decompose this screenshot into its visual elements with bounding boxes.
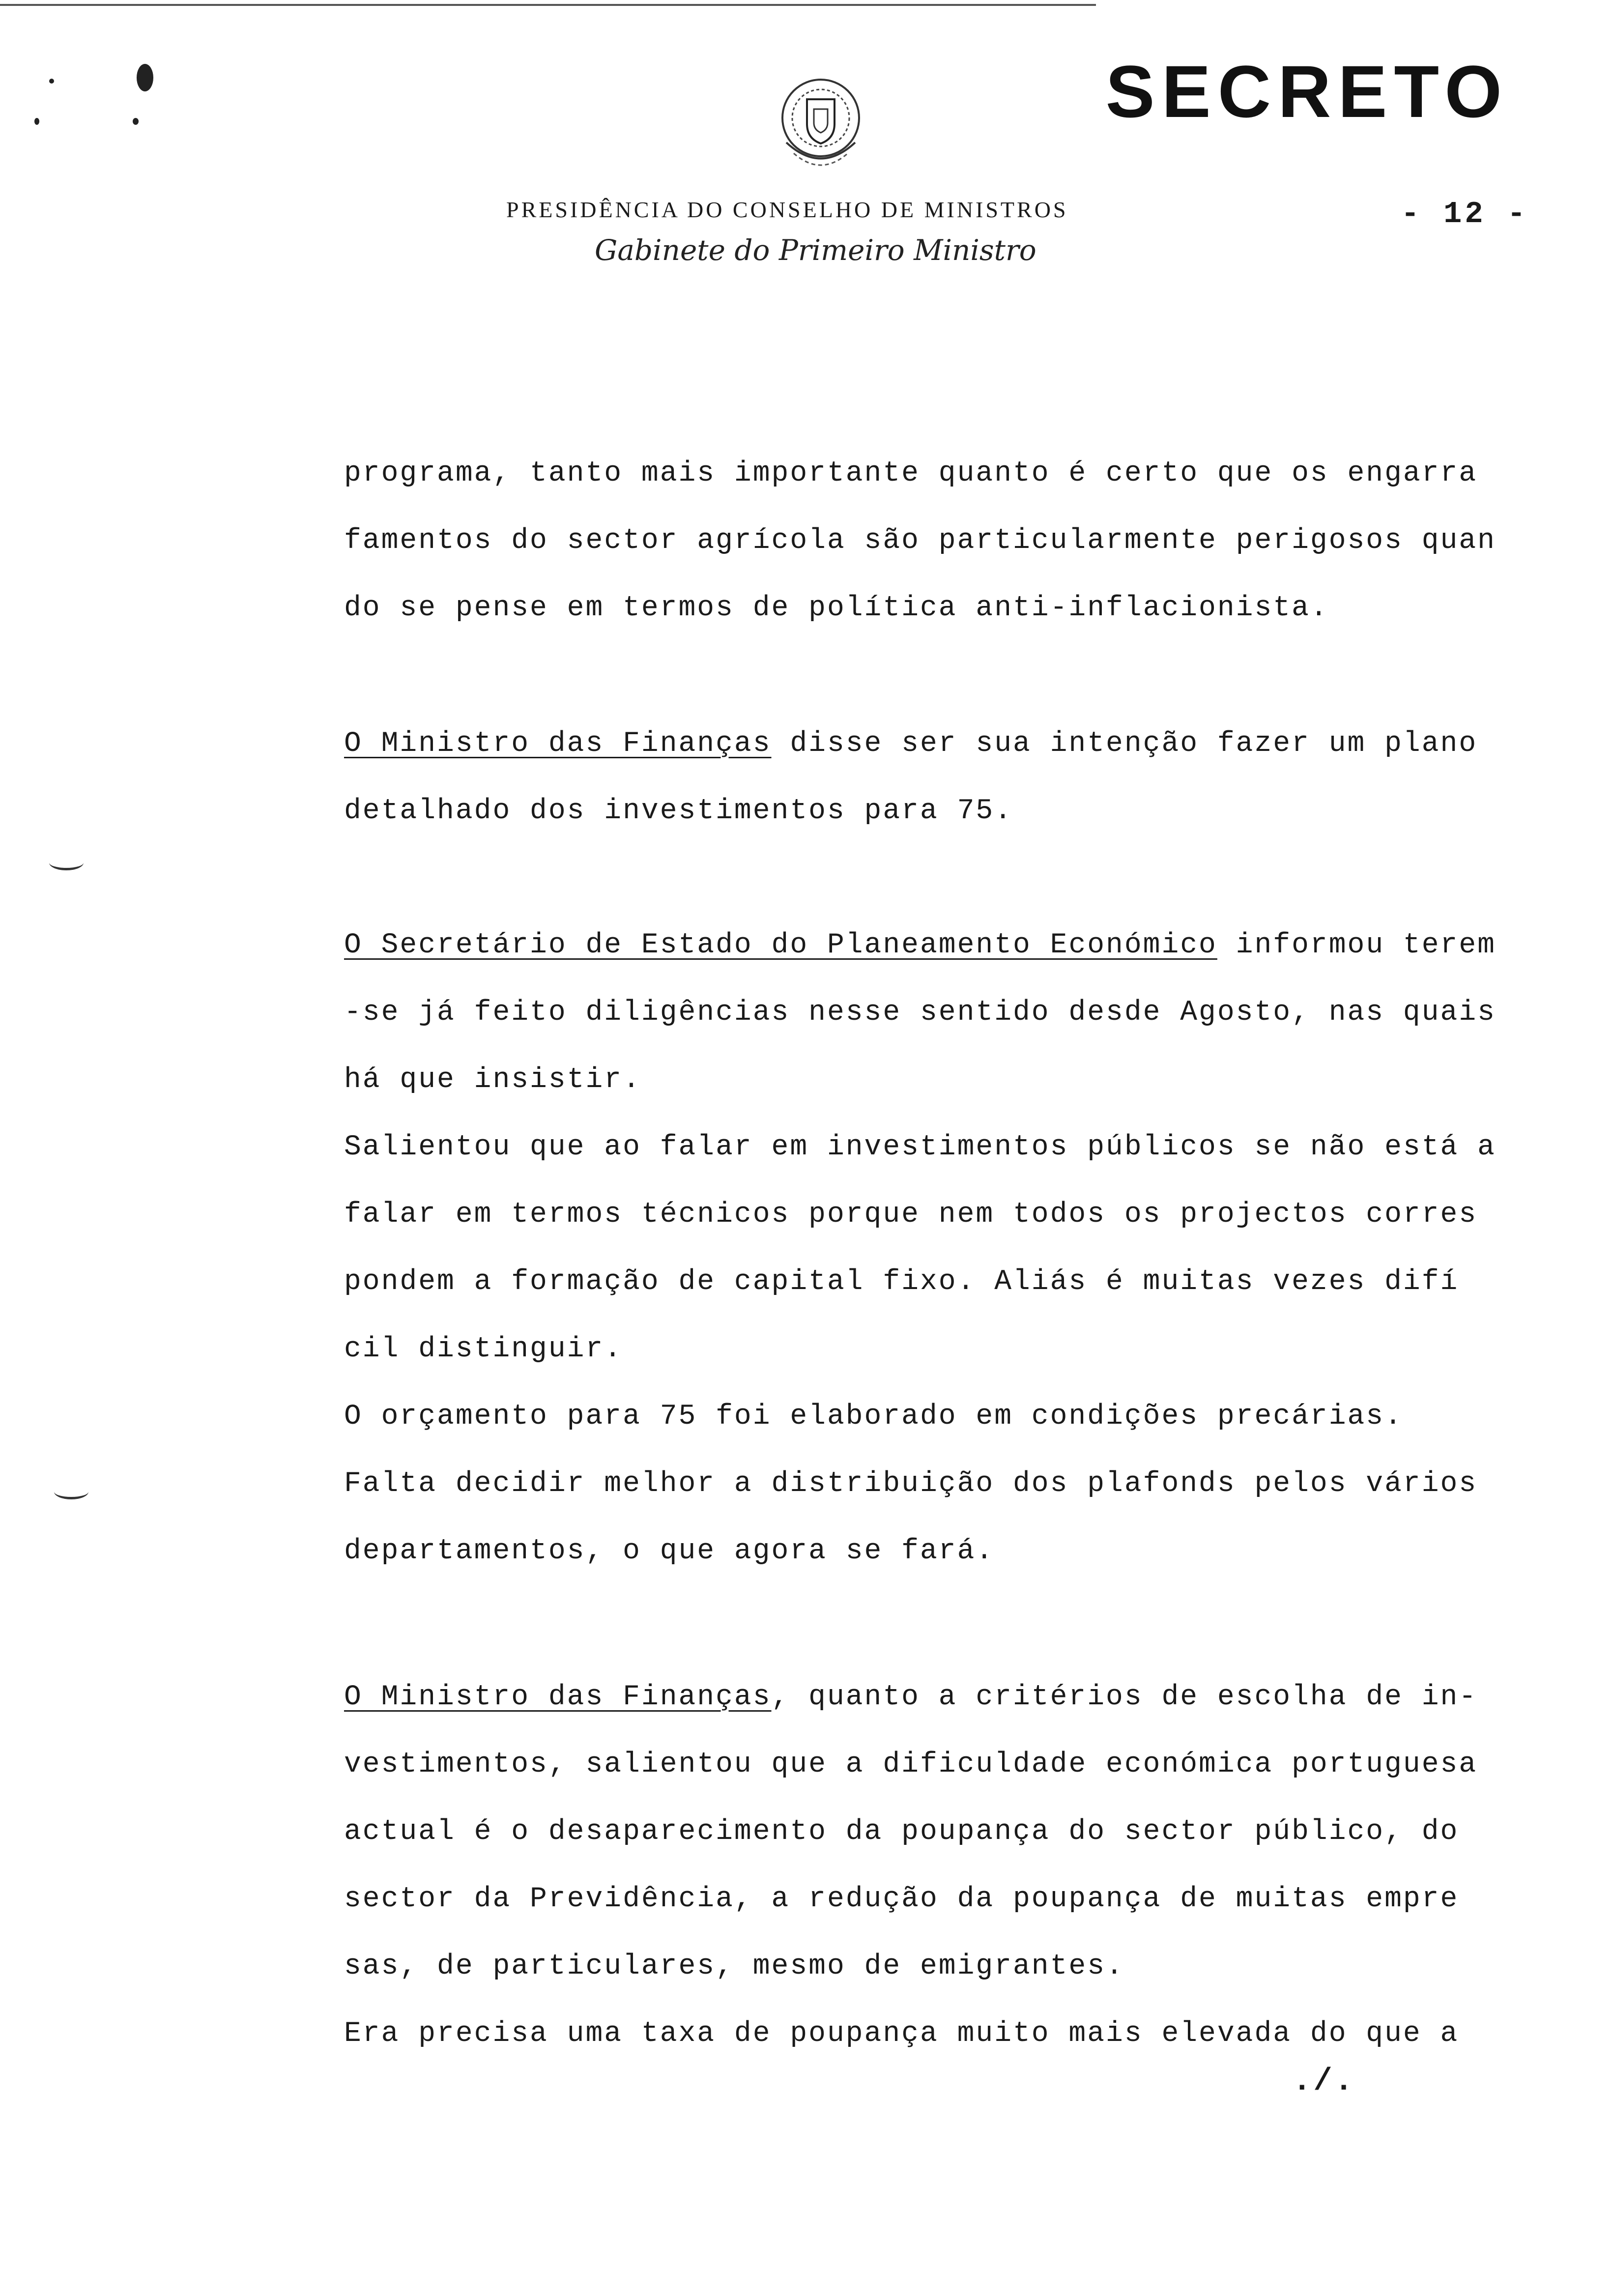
margin-mark — [49, 79, 54, 84]
text-line: programa, tanto mais importante quanto é certo que os engarra — [344, 458, 1478, 489]
margin-mark — [49, 855, 84, 870]
paragraph — [344, 710, 1478, 845]
text-line — [344, 912, 1496, 979]
text-fragment: , quanto a critérios de escolha de in- — [771, 1681, 1478, 1713]
text-line: cil distinguir. — [344, 1333, 623, 1365]
text-line — [344, 1664, 1478, 1731]
coat-of-arms-emblem — [767, 69, 875, 182]
text-line: -se já feito diligências nesse sentido desde Agosto, nas quais — [344, 997, 1496, 1029]
text-line: pondem a formação de capital fixo. Aliás é muitas vezes difí — [344, 1266, 1459, 1298]
text-fragment: disse ser sua intenção fazer um plano — [771, 728, 1478, 760]
paragraph — [344, 912, 1496, 1585]
text-line: famentos do sector agrícola são particularmente perigosos quan — [344, 525, 1496, 557]
letterhead-subtitle: Gabinete do Primeiro Ministro — [595, 233, 1036, 267]
text-line: há que insistir. — [344, 1064, 641, 1096]
page-number: - 12 - — [1401, 197, 1528, 231]
paragraph — [344, 440, 1496, 642]
text-line: do se pense em termos de política anti-inflacionista. — [344, 592, 1329, 624]
speaker-name: O Ministro das Finanças — [344, 728, 772, 760]
text-line: departamentos, o que agora se fará. — [344, 1535, 995, 1567]
classification-stamp: SECRETO — [1105, 50, 1509, 133]
text-line: O orçamento para 75 foi elaborado em condições precárias. — [344, 1401, 1403, 1433]
text-line — [344, 710, 1478, 777]
text-line: actual é o desaparecimento da poupança do sector público, do — [344, 1816, 1459, 1848]
text-line: Falta decidir melhor a distribuição dos plafonds pelos vários — [344, 1468, 1478, 1500]
text-line: Era precisa uma taxa de poupança muito mais elevada do que a — [344, 2018, 1459, 2050]
letterhead-title: PRESIDÊNCIA DO CONSELHO DE MINISTROS — [506, 197, 1068, 222]
text-line: vestimentos, salientou que a dificuldade económica portuguesa — [344, 1749, 1478, 1780]
text-line: detalhado dos investimentos para 75. — [344, 795, 1013, 827]
speaker-name: O Ministro das Finanças — [344, 1681, 772, 1713]
top-border-line — [0, 4, 1096, 6]
continuation-mark: ./. — [1293, 2064, 1355, 2099]
margin-mark — [137, 64, 153, 91]
paragraph — [344, 1664, 1478, 2067]
text-line: falar em termos técnicos porque nem todos os projectos corres — [344, 1199, 1478, 1231]
margin-mark — [133, 118, 139, 125]
text-line: sector da Previdência, a redução da poupança de muitas empre — [344, 1883, 1459, 1915]
text-fragment: informou terem — [1217, 929, 1496, 961]
speaker-name: O Secretário de Estado do Planeamento Económico — [344, 929, 1217, 961]
text-line: Salientou que ao falar em investimentos públicos se não está a — [344, 1131, 1496, 1163]
text-line: sas, de particulares, mesmo de emigrantes. — [344, 1951, 1124, 1982]
margin-mark — [54, 1484, 88, 1499]
margin-mark — [34, 118, 39, 125]
